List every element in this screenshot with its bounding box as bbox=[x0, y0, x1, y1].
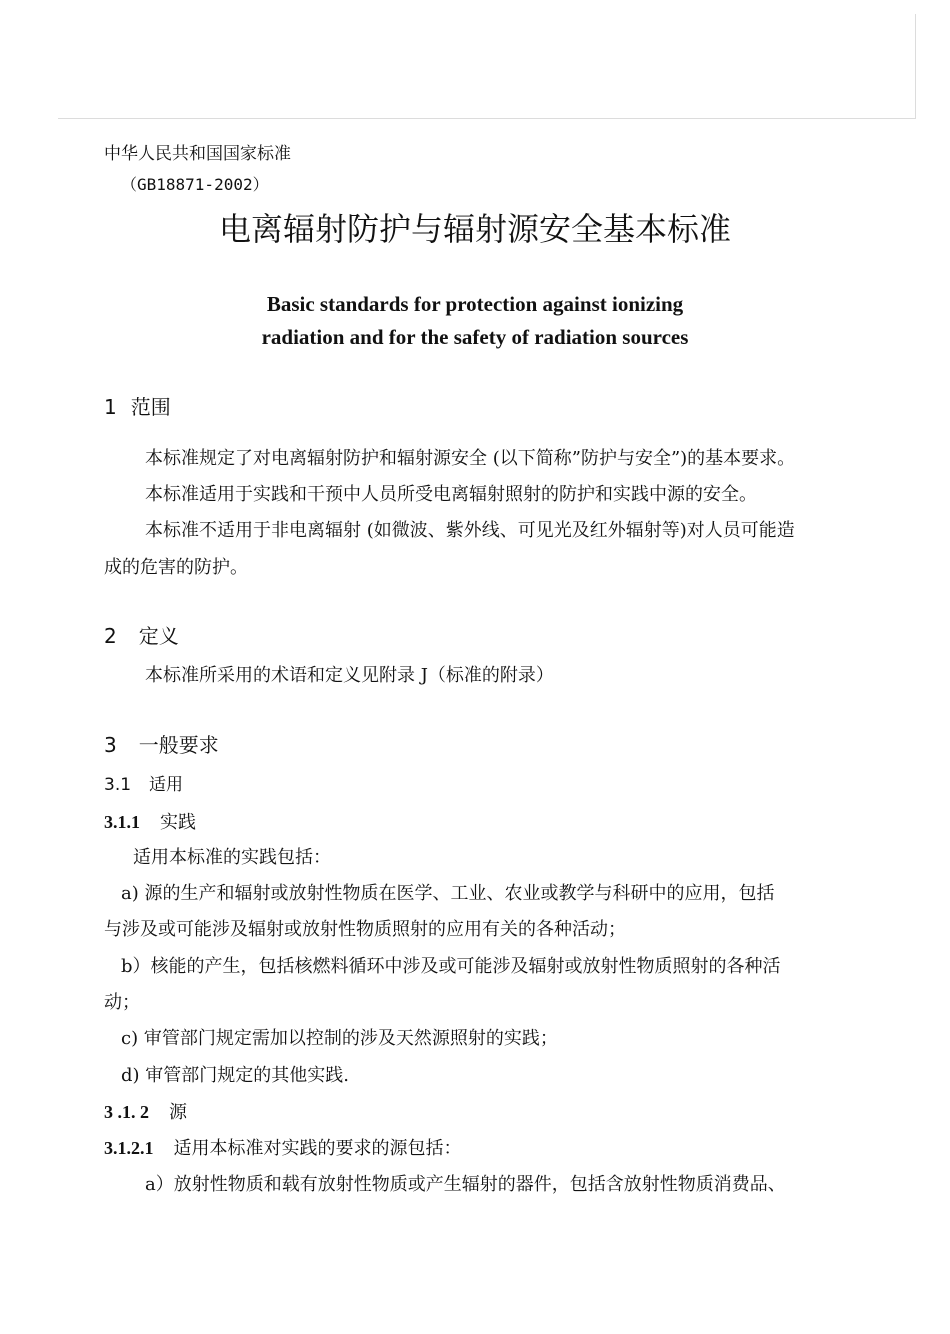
subsection-3-1-1-heading bbox=[104, 813, 196, 832]
header-corner-rule bbox=[915, 14, 916, 118]
practice-intro: 适用本标准的实践包括： bbox=[133, 847, 331, 868]
practice-item-d: d) 审管部门规定的其他实践. bbox=[121, 1065, 349, 1086]
document-title-english-line2: radiation and for the safety of radiation sources bbox=[261, 325, 689, 349]
subsection-3-1-2-heading bbox=[104, 1103, 187, 1122]
section-2-number: 2 bbox=[104, 624, 117, 648]
subsection-3-1-2-number: 3 .1. 2 bbox=[104, 1102, 149, 1122]
section-1-heading bbox=[104, 397, 171, 417]
subsection-3-1-number: 3.1 bbox=[104, 775, 132, 795]
subsection-3-1-title: 适用 bbox=[149, 775, 184, 795]
section-1-number: 1 bbox=[104, 395, 117, 419]
practice-item-c: c) 审管部门规定需加以控制的涉及天然源照射的实践； bbox=[121, 1028, 558, 1049]
practice-item-a-line2: 与涉及或可能涉及辐射或放射性物质照射的应用有关的各种活动； bbox=[104, 919, 626, 940]
section-2-paragraph-1: 本标准所采用的术语和定义见附录 J（标准的附录） bbox=[145, 665, 554, 686]
subsection-3-1-2-1-number: 3.1.2.1 bbox=[104, 1138, 154, 1158]
subsection-3-1-2-title: 源 bbox=[169, 1102, 187, 1123]
section-1-paragraph-2: 本标准适用于实践和干预中人员所受电离辐射照射的防护和实践中源的安全。 bbox=[145, 484, 757, 505]
source-item-a: a）放射性物质和载有放射性物质或产生辐射的器件，包括含放射性物质消费品、 bbox=[145, 1174, 786, 1195]
section-3-title: 一般要求 bbox=[138, 733, 219, 757]
section-1-paragraph-1: 本标准规定了对电离辐射防护和辐射源安全 (以下简称”防护与安全”)的基本要求。 bbox=[145, 448, 796, 469]
document-title-english-line1: Basic standards for protection against ionizing bbox=[266, 292, 684, 316]
section-1-paragraph-3-line2: 成的危害的防护。 bbox=[104, 557, 248, 578]
subsection-3-1-1-title: 实践 bbox=[160, 812, 196, 833]
practice-item-a-line1: a) 源的生产和辐射或放射性物质在医学、工业、农业或教学与科研中的应用，包括 bbox=[121, 883, 775, 904]
practice-item-b-line1: b）核能的产生，包括核燃料循环中涉及或可能涉及辐射或放射性物质照射的各种活 bbox=[121, 956, 781, 977]
document-title-chinese: 电离辐射防护与辐射源安全基本标准 bbox=[218, 210, 731, 248]
subsection-3-1-2-1-heading bbox=[104, 1139, 462, 1158]
section-1-title: 范围 bbox=[130, 395, 171, 419]
national-standard-label: 中华人民共和国国家标准 bbox=[104, 144, 291, 164]
section-3-heading bbox=[104, 735, 219, 755]
subsection-3-1-heading bbox=[104, 777, 183, 794]
subsection-3-1-1-number: 3.1.1 bbox=[104, 812, 140, 832]
section-3-number: 3 bbox=[104, 733, 117, 757]
section-2-heading bbox=[104, 626, 179, 646]
subsection-3-1-2-1-title: 适用本标准对实践的要求的源包括： bbox=[173, 1138, 462, 1159]
section-2-title: 定义 bbox=[138, 624, 179, 648]
standard-code: （GB18871-2002） bbox=[121, 175, 269, 194]
section-1-paragraph-3-line1: 本标准不适用于非电离辐射 (如微波、紫外线、可见光及红外辐射等)对人员可能造 bbox=[145, 520, 795, 541]
practice-item-b-line2: 动； bbox=[104, 992, 140, 1013]
header-rule bbox=[58, 118, 916, 119]
